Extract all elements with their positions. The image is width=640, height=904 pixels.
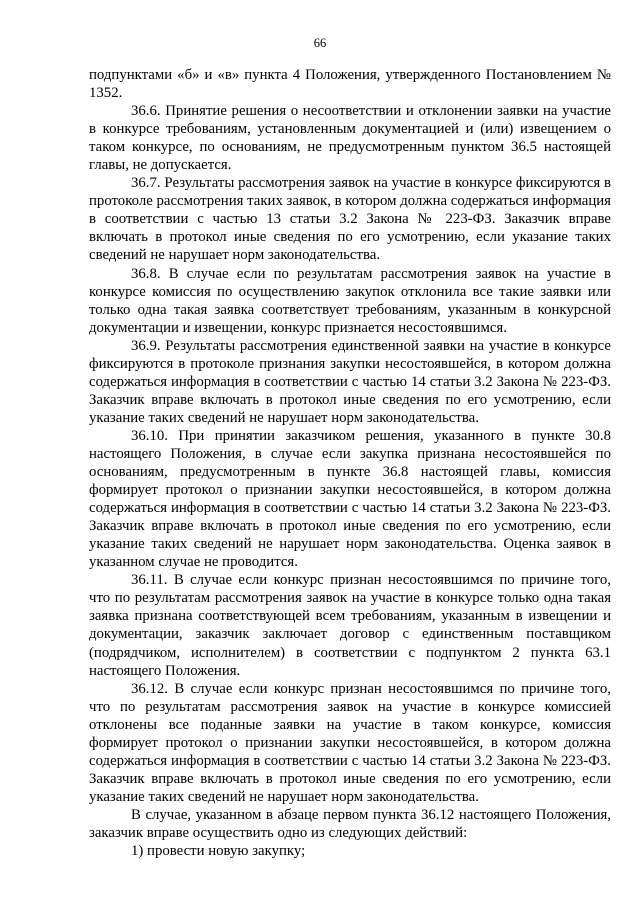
paragraph-36-9: 36.9. Результаты рассмотрения единственной заявки на участие в конкурсе фиксируются в протоколе признания закупки несостоявшейся, в котором должна содержаться информация в соответствии с частью 14 статьи 3.2 Закона № 223-ФЗ. Заказчик вправе включать в протокол иные сведения по его усмотрению, если указание таких сведений не нарушает норм законодательства. <box>89 337 611 426</box>
paragraph-36-12: 36.12. В случае если конкурс признан несостоявшимся по причине того, что по результатам рассмотрения заявок на участие в конкурсе комиссией отклонены все поданные заявки на участие в таком конкурсе, комиссия формирует протокол о признании закупки несостоявшейся, в котором должна содержаться информация в соответствии с частью 14 статьи 3.2 Закона № 223-ФЗ. Заказчик вправе включать в протокол иные сведения по его усмотрению, если указание таких сведений не нарушает норм законодательства. <box>89 680 611 805</box>
paragraph-36-11: 36.11. В случае если конкурс признан несостоявшимся по причине того, что по результатам рассмотрения заявок на участие в конкурсе только одна такая заявка признана соответствующей всем требованиям, указанным в извещении и документации, заказчик заключает договор с единственным поставщиком (подрядчиком, исполнителем) в соответствии с подпунктом 2 пункта 63.1 настоящего Положения. <box>89 572 611 679</box>
paragraph-36-10: 36.10. При принятии заказчиком решения, указанного в пункте 30.8 настоящего Положения, в случае если закупка признана несостоявшейся по основаниям, предусмотренным в пункте 36.8 настоящей главы, комиссия формирует протокол о признании закупки несостоявшейся, в котором должна содержаться информация в соответствии с частью 14 статьи 3.2 Закона № 223-ФЗ. Заказчик вправе включать в протокол иные сведения по его усмотрению, если указание таких сведений не нарушает норм законодательства. Оценка заявок в указанном случае не проводится. <box>89 427 611 571</box>
list-item-1: 1) провести новую закупку; <box>131 843 306 860</box>
paragraph-36-6: 36.6. Принятие решения о несоответствии и отклонении заявки на участие в конкурсе требованиям, установленным документацией и (или) извещением о таком конкурсе, по основаниям, не предусмотренным пунктом 36.5 настоящей главы, не допускается. <box>89 103 611 174</box>
paragraph-36-8: 36.8. В случае если по результатам рассмотрения заявок на участие в конкурсе комиссия по осуществлению закупок отклонила все такие заявки или только одна такая заявка соответствует требованиям, указанным в конкурсной документации и извещении, конкурс признается несостоявшимся. <box>89 265 611 336</box>
paragraph-36-7: 36.7. Результаты рассмотрения заявок на участие в конкурсе фиксируются в протоколе рассмотрения таких заявок, в котором должна содержаться информация в соответствии с частью 13 статьи 3.2 Закона № 223-ФЗ. Заказчик вправе включать в протокол иные сведения по его усмотрению, если указание таких сведений не нарушает норм законодательства. <box>89 175 611 264</box>
page-number: 66 <box>313 36 327 50</box>
document-body <box>89 66 611 860</box>
paragraph-continuation: подпунктами «б» и «в» пункта 4 Положения, утвержденного Постановлением № 1352. <box>89 67 611 102</box>
paragraph-36-12-second: В случае, указанном в абзаце первом пункта 36.12 настоящего Положения, заказчик вправе осуществить одно из следующих действий: <box>89 806 611 841</box>
